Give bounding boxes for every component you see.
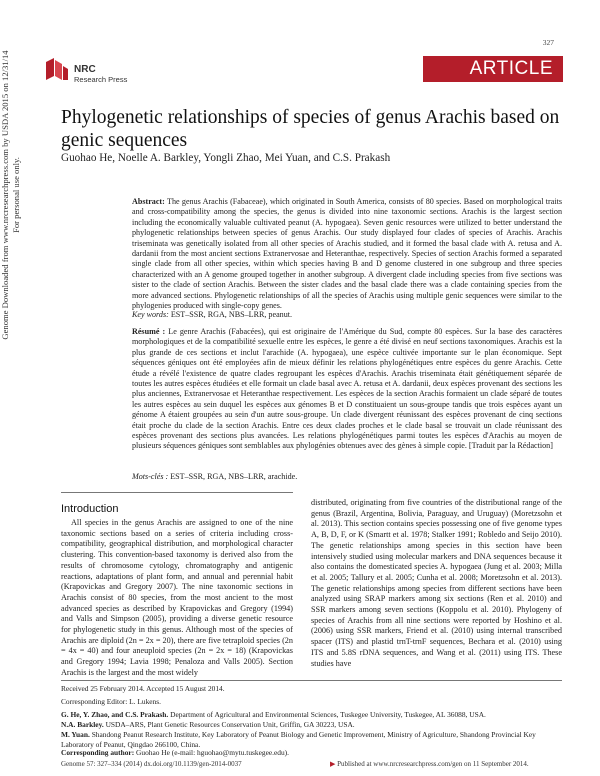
published-online <box>330 760 529 768</box>
publisher-name: NRC <box>74 64 96 75</box>
resume-label: Résumé : <box>132 327 166 336</box>
page-number: 327 <box>542 38 554 47</box>
affiliation-names: M. Yuan. <box>61 730 90 739</box>
abstract <box>132 197 562 311</box>
affiliation <box>61 730 562 750</box>
affiliation <box>61 720 562 730</box>
section-divider <box>61 492 293 493</box>
mots-cles-label: Mots-clés : <box>132 472 169 481</box>
affiliation-names: N.A. Barkley. <box>61 720 104 729</box>
resume-text: Le genre Arachis (Fabacées), qui est originaire de l'Amérique du Sud, compte 80 espèces. Sur la base des caractères morphologiques et de la compatibilité sexuelle entre les espèces, le genre a été divisé en neuf sections taxonomiques. Arachis est la plus grande de ces sections et inclut l'arachide (A. hypogaea), une espèce cultivée importante sur le plan économique. Sept séquences géniques ont été employées afin de mieux définir les relations phylogénétiques entre espèces du genre Arachis. Cette étude a révélé l'existence de quatre clades regroupant les espèces d'Arachis. Arachis triseminata était génétiquement séparée de toutes les autres espèces étudiées et elle formait un clade basal avec A. retusa et A. dardanii, deux espèces provenant des sections les plus anciennes, Extranervosae et Heteranthae respectivement. Les espèces de la section Arachis formaient un clade séparé de toutes les autres espèces au sein duquel les espèces aux génomes B et D constituaient un sous-groupe tandis que trois espèces ayant un génome A étaient groupées au sein d'un autre sous-groupe. Un clade divergent réunissant des espèces provenant de cinq sections était proche du clade de la section Arachis. Entre ces deux clades proches et le clade basal se trouvait un clade réunissant des espèces provenant des sections plus avancées. Les relations phylogénétiques parmi toutes les espèces d'Arachis au moyen de plusieurs séquences géniques sont semblables aux phylogénies obtenues avec des gènes à simple copie. [Traduit par la Rédaction] <box>132 327 562 451</box>
keywords-label: Key words: <box>132 310 169 319</box>
footnote-divider <box>61 680 562 681</box>
introduction-column-2: distributed, originating from five countries of the distributional range of the genus (Brazil, Argentina, Bolivia, Paraguay, and Uruguay) (Moretzsohn et al. 2013). This section contains species possessing one of five genome types A, B, D, F, or K (Smartt et al. 1978; Stalker 1991; Robledo and Seijo 2010). The genetic relationships among species in this section have been intensively studied using molecular markers and DNA sequences because it also contains the domesticated species A. hypogaea (Jung et al. 2003; Milla et al. 2005; Tallury et al. 2005; Cunha et al. 2008; Moretzsohn et al. 2013). The genetic relationships among species from different sections have been analyzed using SRAP markers among six sections (Ren et al. 2010) and SSR markers among seven sections (Koppolu et al. 2010). Phylogeny of species of Arachis from all nine sections were reported by Hoshino et al. (2006) using SSR markers, Friend et al. (2010) using internal transcribed spacer (ITS) and plastid trnT-trnF sequences, Bechara et al. (2010) using ITS and 5.8S rDNA sequences, and Wang et al. (2011) using ITS. These studies have <box>311 498 562 668</box>
journal-citation: Genome 57: 327–334 (2014) dx.doi.org/10.1139/gen-2014-0037 <box>61 760 242 768</box>
download-notice-sidebar <box>0 0 24 390</box>
corresponding-editor: Corresponding Editor: L. Lukens. <box>61 697 161 706</box>
affiliation <box>61 710 562 720</box>
mots-cles <box>132 472 297 481</box>
affiliation-text: Department of Agricultural and Environmental Sciences, Tuskegee University, Tuskegee, AL 36088, USA. <box>170 710 486 719</box>
resume <box>132 327 562 452</box>
article-title: Phylogenetic relationships of species of genus Arachis based on genic sequences <box>61 107 560 151</box>
corresponding-author <box>61 748 562 758</box>
keywords-text: EST–SSR, RGA, NBS–LRR, peanut. <box>170 310 293 319</box>
corresponding-author-label: Corresponding author: <box>61 748 135 757</box>
introduction-column-1: All species in the genus Arachis are assigned to one of the nine taxonomic sections based on a series of criteria including cross-compatibility, geographical distribution, and morphological character clustering. This convention-based taxonomy is derived also from the results of chromosome cytology, chromatography and antigenic reactions, adaptations of plant form, and annual and perennial habit (Krapovickas and Gregory 2007). The nine taxonomic sections in Arachis consist of 80 species, from the most ancient to the most advanced species as described by Krapovickas and Gregory (1994) and Valls and Simpson (2005), providing a diverse genetic resource for phylogenetic study in this genus. Although most of the species of Arachis are diploid (2n = 2x = 20), there are five tetraploid species (2n = 4x = 40) and four aneuploid species (2n = 2x = 18) (Krapovickas and Gregory 1994; Lavia 1998; Penaloza and Valls 2005). Section Arachis is the largest and the most widely <box>61 518 293 677</box>
affiliation-text: Shandong Peanut Research Institute, Key Laboratory of Peanut Biology and Genetic Improvement, Ministry of Agriculture, Shandong Provincial Key Laboratory of Peanut, Qingdao 266100, China. <box>61 730 536 749</box>
publisher-logo <box>44 56 154 90</box>
nrc-logo-icon <box>44 56 70 82</box>
received-dates: Received 25 February 2014. Accepted 15 August 2014. <box>61 684 225 693</box>
affiliation-names: G. He, Y. Zhao, and C.S. Prakash. <box>61 710 169 719</box>
corresponding-author-text: Guohao He (e-mail: hguohao@mytu.tuskegee.edu). <box>136 748 289 757</box>
personal-use-notice: For personal use only. <box>11 157 21 233</box>
introduction-heading: Introduction <box>61 503 119 515</box>
published-text: Published at www.nrcresearchpress.com/gen on 11 September 2014. <box>337 760 529 768</box>
publisher-press: Research Press <box>74 75 128 84</box>
affiliation-text: USDA–ARS, Plant Genetic Resources Conservation Unit, Griffin, GA 30223, USA. <box>105 720 355 729</box>
keywords <box>132 310 292 319</box>
article-badge: ARTICLE <box>423 56 563 82</box>
download-notice: Genome Downloaded from www.nrcresearchpress.com by USDA 2015 on 12/31/14 <box>0 50 10 340</box>
abstract-label: Abstract: <box>132 197 165 206</box>
mots-cles-text: EST–SSR, RGA, NBS–LRR, arachide. <box>170 472 298 481</box>
abstract-text: The genus Arachis (Fabaceae), which originated in South America, consists of 80 species. Based on morphological traits and cross-compatibility among the species, the genus is divided into nine taxonomic sections. Arachis is the largest section including the economically valuable cultivated peanut (A. hypogaea). Seven genic resources were utilized to better understand the phylogenetic relationships between species of genus Arachis. Our study displayed four clades of species of Arachis. Arachis triseminata was genetically isolated from all other species of Arachis studied, and it formed the basal clade with A. retusa and A. dardanii from the most ancient sections Extranervosae and Heteranthae, respectively. Species of section Arachis formed a separated single clade from all other species, within which species having B and D genome clustered in one subgroup and three species characterized with an A genome grouped together in another subgroup. A divergent clade including species from five sections was sister to the clade of section Arachis. Between the sister clades and the basal clade there was a clade containing species from the more advanced sections. Phylogenetic relationships of all the species of Arachis using multiple genic sequences were similar to the phylogenies produced with single-copy genes. <box>132 197 562 311</box>
published-icon: ▶ <box>330 760 338 768</box>
author-list: Guohao He, Noelle A. Barkley, Yongli Zhao, Mei Yuan, and C.S. Prakash <box>61 152 391 164</box>
